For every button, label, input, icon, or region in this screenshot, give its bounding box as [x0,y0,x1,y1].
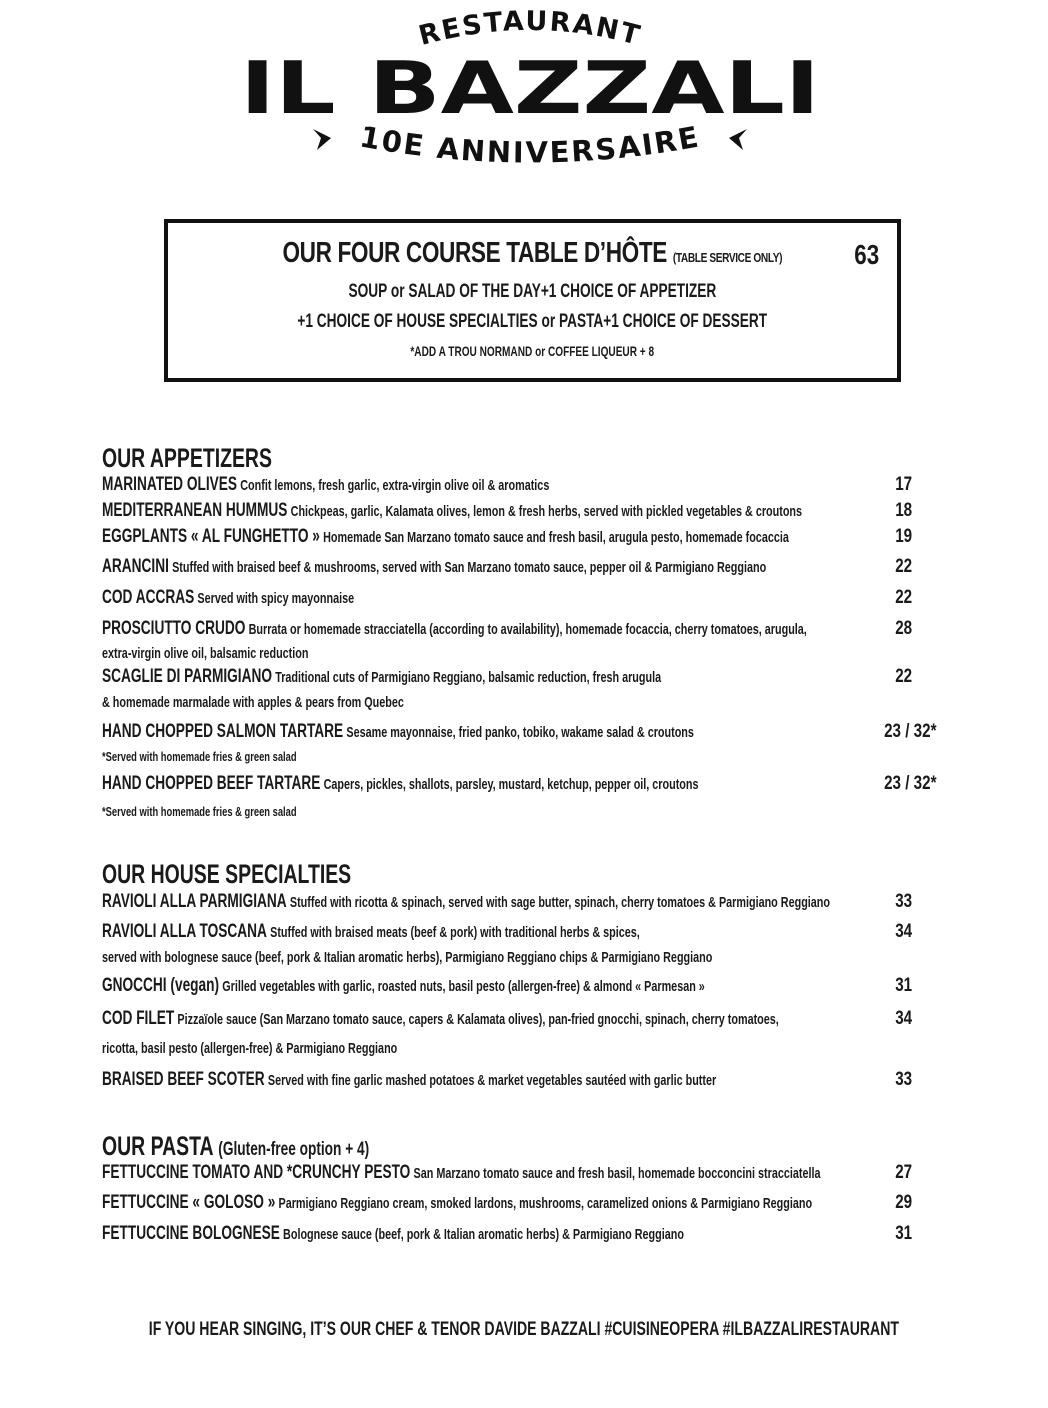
item-description: Traditional cuts of Parmigiano Reggiano, balsamic reduction, fresh arugula [275,669,662,686]
item-description: Stuffed with ricotta & spinach, served with sage butter, spinach, cherry tomatoes & Parmigiano Reggiano [289,894,830,911]
table-dhote-title-line [168,237,897,270]
item-description-line2: extra-virgin olive oil, balsamic reduction [102,645,309,662]
appetizer-title [102,443,272,474]
item-description: Homemade San Marzano tomato sauce and fresh basil, arugula pesto, homemade focaccia [323,529,789,546]
item-price [891,474,912,496]
item-description-line2: *Served with homemade fries & green salad [102,804,297,819]
footer-tagline [0,1319,1048,1341]
item-price-value: 33 [895,891,912,912]
item-price [891,556,912,578]
right-arrow-ornament [729,129,747,150]
item-name: COD ACCRAS [102,587,195,608]
item-description: Burrata or homemade stracciatella (according to availability), homemade focaccia, cherry tomatoes, arugula, [248,621,807,638]
item-name: MARINATED OLIVES [102,474,238,495]
item-name: EGGPLANTS « AL FUNGHETTO » [102,526,320,547]
item-price-value: 27 [895,1162,912,1183]
item-description: Stuffed with braised beef & mushrooms, served with San Marzano tomato sauce, pepper oil & Parmigiano Reggiano [172,559,767,576]
table-dhote-price: 63 [854,239,879,270]
logo-top-word: RESTAURANT [415,5,645,52]
item-name: COD FILET [102,1008,175,1029]
item-price-value: 19 [895,526,912,547]
pasta-title [102,1131,369,1162]
logo-graphic [235,5,825,180]
appetizer-item [102,587,452,609]
item-price-value: 28 [895,618,912,639]
item-description: Grilled vegetables with garlic, roasted nuts, basil pesto (allergen-free) & almond « Parmesan » [222,978,705,995]
item-description-continued [102,748,372,765]
logo-name: IL BAZZALI [240,46,820,130]
specialty-item [102,1069,955,1091]
item-price-value: 31 [895,975,912,996]
item-price-value: 18 [895,500,912,521]
item-name: FETTUCCINE TOMATO AND *CRUNCHY PESTO [102,1162,411,1183]
item-description: Sesame mayonnaise, fried panko, tobiko, wakame salad & croutons [346,724,694,741]
item-price-value: 29 [895,1192,912,1213]
item-description-line2: & homemade marmalade with apples & pears from Quebec [102,694,404,711]
item-price-value: 17 [895,474,912,495]
appetizer-item [102,474,723,496]
item-description: Chickpeas, garlic, Kalamata olives, lemon & fresh herbs, served with pickled vegetables & croutons [290,503,803,520]
item-description-continued [102,949,950,966]
item-price [891,666,912,688]
table-dhote-line3: *ADD A TROU NORMAND or COFFEE LIQUEUR + 8 [410,343,655,359]
item-price [891,921,912,943]
item-price-value: 22 [895,587,912,608]
item-name: PROSCIUTTO CRUDO [102,618,246,639]
pasta-item [102,1223,910,1245]
item-price [891,526,912,548]
item-price [871,721,937,743]
item-name: RAVIOLI ALLA TOSCANA [102,921,267,942]
item-description: Served with fine garlic mashed potatoes & market vegetables sautéed with garlic butter [267,1072,717,1089]
appetizer-item [102,556,1025,578]
table-dhote-line1: SOUP or SALAD OF THE DAY+1 CHOICE OF APPETIZER [348,281,717,302]
table-dhote-box [164,219,901,382]
specialty-item [102,921,849,943]
appetizer-item [102,773,930,795]
item-price [891,975,912,997]
item-price [891,500,912,522]
item-description: Capers, pickles, shallots, parsley, mustard, ketchup, pepper oil, croutons [323,776,699,793]
specialty-title [102,859,351,890]
item-price [891,1008,912,1030]
item-price-value: 23 / 32* [883,721,936,742]
item-description: San Marzano tomato sauce and fresh basil, homemade bocconcini stracciatella [413,1165,821,1182]
item-price [871,773,937,795]
item-name: ARANCINI [102,556,169,577]
item-price-value: 31 [895,1223,912,1244]
item-description: Pizzaïole sauce (San Marzano tomato sauce, capers & Kalamata olives), pan-fried gnocchi, spinach, cherry tomatoes, [177,1011,779,1028]
restaurant-logo [235,5,825,180]
item-description: Confit lemons, fresh garlic, extra-virgin olive oil & aromatics [240,477,550,494]
item-description: Stuffed with braised meats (beef & pork) with traditional herbs & spices, [270,924,640,941]
item-price-value: 34 [895,921,912,942]
item-description-continued [102,803,372,820]
appetizer-title-text: OUR APPETIZERS [102,443,272,473]
specialty-item [102,975,939,997]
specialty-title-text: OUR HOUSE SPECIALTIES [102,859,352,889]
item-price-value: 33 [895,1069,912,1090]
appetizer-item [102,721,924,743]
item-price-value: 23 / 32* [883,773,936,794]
item-price [891,618,912,640]
item-price [891,587,912,609]
item-name: SCAGLIE DI PARMIGIANO [102,666,272,687]
item-name: FETTUCCINE BOLOGNESE [102,1223,280,1244]
table-dhote-title: OUR FOUR COURSE TABLE D’HÔTE [282,237,668,269]
item-price-value: 22 [895,556,912,577]
item-price [891,1069,912,1091]
item-price [891,1192,912,1214]
item-price [891,891,912,913]
item-price [891,1162,912,1184]
table-dhote-line2: +1 CHOICE OF HOUSE SPECIALTIES or PASTA+1 CHOICE OF DESSERT [297,311,768,332]
item-name: MEDITERRANEAN HUMMUS [102,500,288,521]
left-arrow-ornament [313,129,331,150]
pasta-title-text: OUR PASTA [102,1131,213,1161]
item-description: Parmigiano Reggiano cream, smoked lardons, mushrooms, caramelized onions & Parmigiano Reggiano [278,1195,813,1212]
item-price-value: 22 [895,666,912,687]
item-description-continued [102,645,389,662]
item-name: HAND CHOPPED BEEF TARTARE [102,773,321,794]
appetizer-item [102,666,879,688]
logo-anniversary: 10E ANNIVERSAIRE [357,119,703,170]
item-name: RAVIOLI ALLA PARMIGIANA [102,891,287,912]
item-name: GNOCCHI (vegan) [102,975,220,996]
item-description-line2: *Served with homemade fries & green salad [102,749,297,764]
item-description: Served with spicy mayonnaise [197,590,355,607]
item-description: Bolognese sauce (beef, pork & Italian aromatic herbs) & Parmigiano Reggiano [283,1226,684,1243]
item-name: HAND CHOPPED SALMON TARTARE [102,721,344,742]
item-price-value: 34 [895,1008,912,1029]
item-description-continued [102,694,521,711]
item-name: FETTUCCINE « GOLOSO » [102,1192,276,1213]
item-name: BRAISED BEEF SCOTER [102,1069,265,1090]
footer-text: IF YOU HEAR SINGING, IT’S OUR CHEF & TENOR DAVIDE BAZZALI #CUISINEOPERA #ILBAZZALIRESTAURANT [148,1319,900,1340]
item-price [891,1223,912,1245]
item-description-line2: ricotta, basil pesto (allergen-free) & Parmigiano Reggiano [102,1040,398,1057]
item-description-line2: served with bolognese sauce (beef, pork & Italian aromatic herbs), Parmigiano Reggiano chips & Parmigiano Reggiano [102,949,713,966]
table-dhote-title-note: (TABLE SERVICE ONLY) [673,250,783,265]
pasta-title-note: (Gluten-free option + 4) [218,1139,370,1160]
item-description-continued [102,1040,512,1057]
